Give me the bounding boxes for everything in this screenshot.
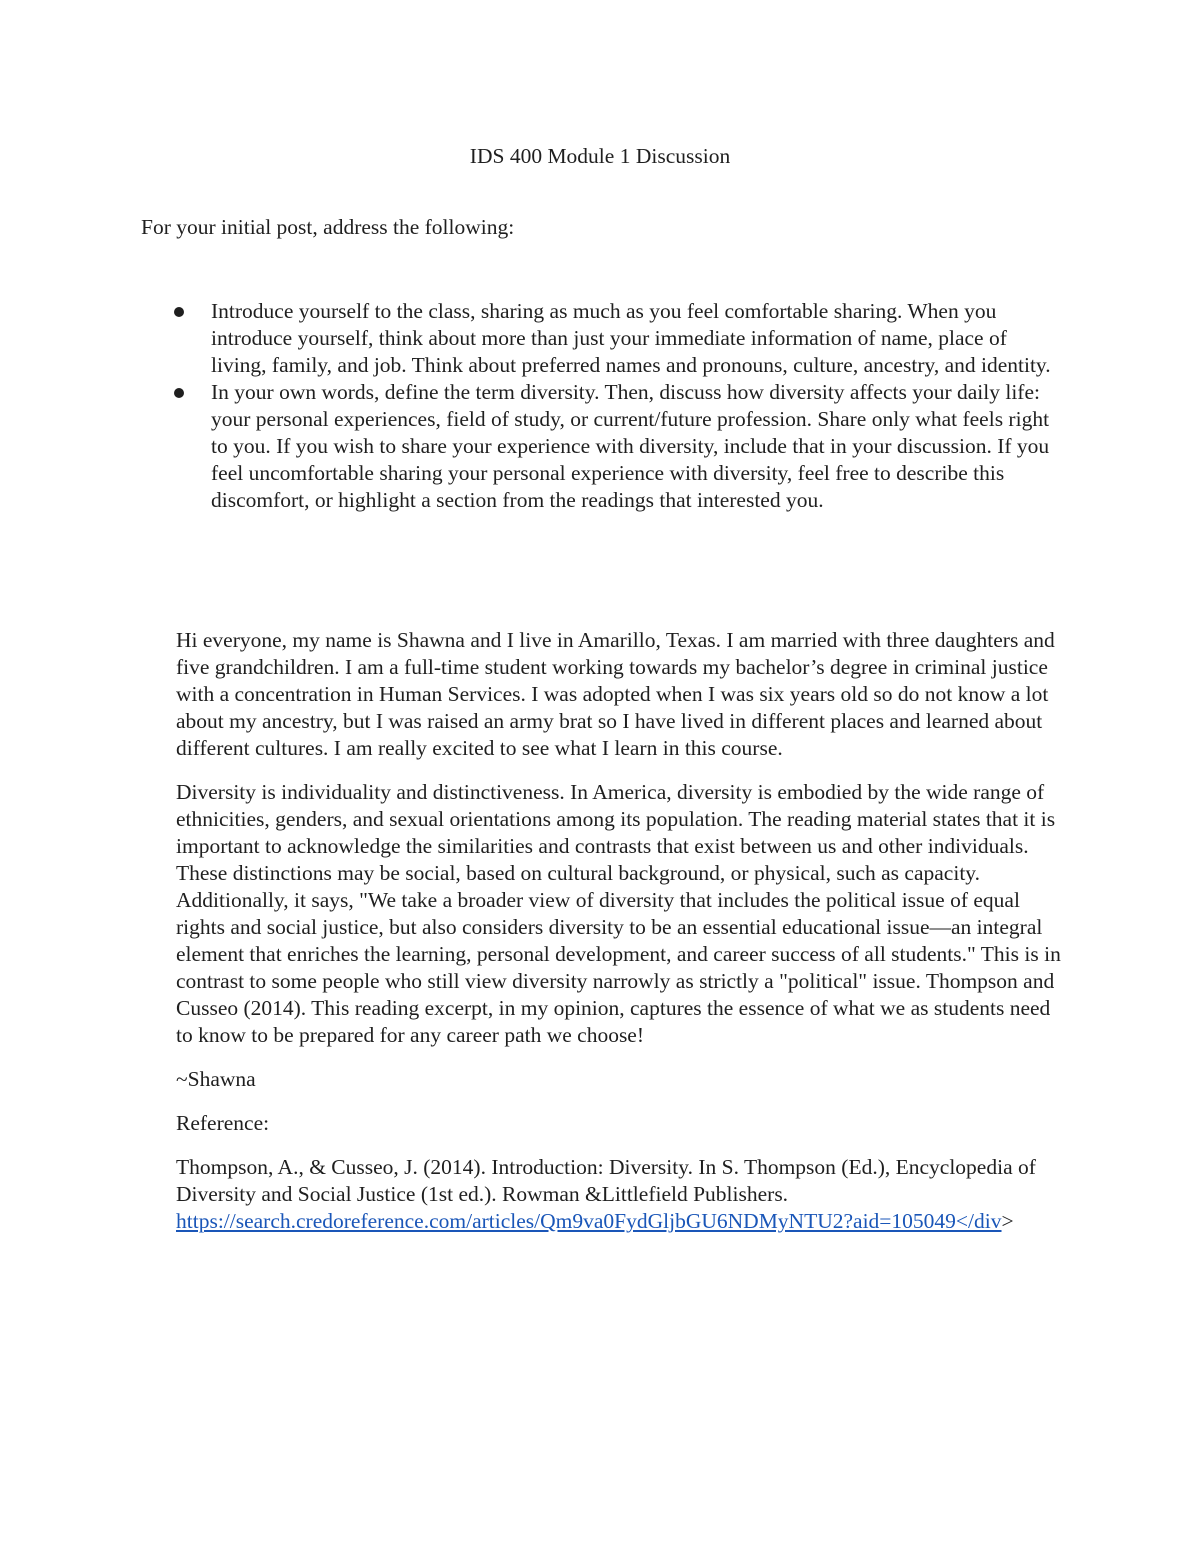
- bullet-icon: [174, 307, 184, 317]
- list-item: [141, 298, 1061, 379]
- prompt-text: In your own words, define the term diversity. Then, discuss how diversity affects your daily life: your personal experiences, field of study, or current/future profession. Share only what feels right to you. If you wish to share your experience with diversity, include that in your discussion. If you feel uncomfortable sharing your personal experience with diversity, feel free to describe this discomfort, or highlight a section from the readings that interested you.: [211, 380, 1050, 512]
- list-item: [141, 379, 1061, 514]
- reference-heading: Reference:: [176, 1111, 270, 1135]
- prompt-text: Introduce yourself to the class, sharing as much as you feel comfortable sharing. When you introduce yourself, think about more than just your immediate information of name, place of living, family, and job. Think about preferred names and pronouns, culture, ancestry, and identity.: [211, 299, 1051, 377]
- post-paragraph-intro: Hi everyone, my name is Shawna and I live in Amarillo, Texas. I am married with three daughters and five grandchildren. I am a full-time student working towards my bachelor’s degree in criminal justice with a concentration in Human Services. I was adopted when I was six years old so do not know a lot about my ancestry, but I was raised an army brat so I have lived in different places and learned about different cultures. I am really excited to see what I learn in this course.: [176, 628, 1055, 760]
- intro-instruction: For your initial post, address the following:: [141, 215, 515, 239]
- bullet-icon: [174, 388, 184, 398]
- prompt-list: [141, 298, 1061, 514]
- discussion-post: [176, 627, 1061, 1252]
- post-signature: ~Shawna: [176, 1067, 256, 1091]
- reference-entry: [176, 1154, 1061, 1235]
- page-title: IDS 400 Module 1 Discussion: [469, 144, 731, 168]
- reference-link[interactable]: https://search.credoreference.com/articles/Qm9va0FydGljbGU6NDMyNTU2?aid=105049</div: [176, 1209, 1002, 1233]
- reference-citation: Thompson, A., & Cusseo, J. (2014). Introduction: Diversity. In S. Thompson (Ed.), Encyclopedia of Diversity and Social Justice (1st ed.). Rowman &Littlefield Publishers.: [176, 1155, 1036, 1206]
- post-paragraph-diversity: Diversity is individuality and distinctiveness. In America, diversity is embodied by the wide range of ethnicities, genders, and sexual orientations among its population. The reading material states that it is important to acknowledge the similarities and contrasts that exist between us and other individuals. These distinctions may be social, based on cultural background, or physical, such as capacity. Additionally, it says, "We take a broader view of diversity that includes the political issue of equal rights and social justice, but also considers diversity to be an essential educational issue—an integral element that enriches the learning, personal development, and career success of all students." This is in contrast to some people who still view diversity narrowly as strictly a "political" issue. Thompson and Cusseo (2014). This reading excerpt, in my opinion, captures the essence of what we as students need to know to be prepared for any career path we choose!: [176, 780, 1061, 1047]
- reference-link-suffix: >: [1001, 1209, 1014, 1233]
